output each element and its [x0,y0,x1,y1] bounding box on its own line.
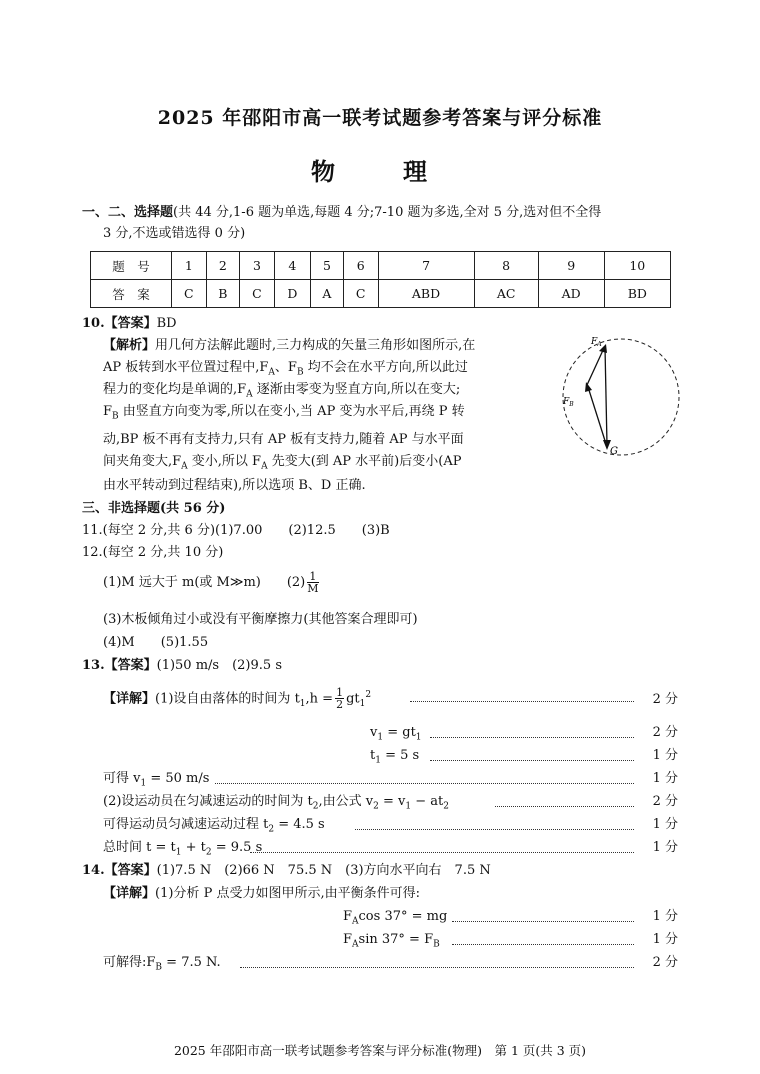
q13-answer-label: 13.【答案】 [82,658,157,673]
score: 1 分 [652,771,678,786]
text: F [343,909,353,924]
subscript: 1 [299,698,306,709]
subscript: 2 [373,801,379,812]
section1-line1 [82,203,601,223]
q14-answer-value: (1)7.5 N (2)66 N 75.5 N (3)方向水平向右 7.5 N [156,863,491,878]
text: F [103,404,113,419]
superscript: 2 [365,690,372,700]
section1-desc1: (共 44 分,1-6 题为单选,每题 4 分;7-10 题为多选,全对 5 分,选对但不全得 [173,205,602,220]
text: 可得 v [103,771,141,786]
q14-eq2 [343,930,440,955]
subscript: 1 [415,732,422,743]
subscript: 1 [140,778,147,789]
q14-eq1 [343,907,447,932]
subscript: A [268,367,275,378]
gravity-vector [605,347,607,445]
leader-dots [430,760,634,761]
table-cell: 2 [206,252,239,280]
numerator: 1 [336,686,344,700]
q12-heading: 12.(每空 2 分,共 10 分) [82,545,224,560]
arrow-head [585,382,592,392]
q13-result3 [103,838,262,863]
subscript: A [261,461,268,472]
subscript: 2 [268,824,275,835]
leader-dots [410,701,634,702]
text: = 4.5 s [274,817,325,832]
text: ,h = [305,691,334,707]
fraction [307,571,318,594]
subject-title: 物 理 [311,157,449,186]
score: 1 分 [652,748,678,763]
text: 由竖直方向变为零,所以在变小,当 AP 变为水平后,再绕 P 转 [118,404,465,419]
table-cell: ABD [378,280,474,308]
table-cell: BD [604,280,670,308]
table-cell: 6 [343,252,378,280]
subscript: B [112,411,119,422]
subscript: B [433,939,440,950]
q13-detail-line2 [103,792,449,817]
text: 可解得:F [103,955,156,970]
subscript: 1 [175,847,182,858]
leader-dots [495,806,634,807]
denominator: M [307,582,319,595]
table-cell: 5 [310,252,343,280]
section1-desc2: 3 分,不选或错选得 0 分) [103,226,246,241]
score: 2 分 [652,794,678,809]
subscript: A [352,916,359,927]
q13-detail-label: 【详解】 [103,691,156,707]
text: + t [181,840,206,855]
section1-heading: 一、二、选择题 [82,205,174,220]
q10-answer-value: BD [156,316,177,331]
text: cos 37° = mg [358,909,448,924]
q13-eq-t1 [370,746,419,771]
text: (1)分析 P 点受力如图甲所示,由平衡条件可得: [155,886,420,901]
q10-analysis-line1 [103,336,475,356]
table-cell: 8 [474,252,538,280]
q14-answer-label: 14.【答案】 [82,863,157,878]
q10-analysis-line7: 由水平转动到过程结束),所以选项 B、D 正确. [103,478,366,493]
text: ,由公式 v [318,794,374,809]
text: 用几何方法解此题时,三力构成的矢量三角形如图所示,在 [155,338,476,353]
table-cell: AD [538,280,604,308]
q13-result2 [103,815,325,840]
text: = 5 s [380,748,420,763]
subscript: 2 [443,801,449,812]
subscript: 1 [377,732,384,743]
dashed-circle [563,339,679,455]
leader-dots [452,944,634,945]
fb-label: $F_B$ [563,397,574,408]
subscript: A [181,461,188,472]
section3-heading: 三、非选择题(共 56 分) [82,501,226,516]
table-cell: C [172,280,207,308]
q12-part4: (4)M (5)1.55 [103,635,209,650]
numerator: 1 [307,571,318,583]
text: 总时间 t = t [103,840,176,855]
table-cell: C [240,280,275,308]
vector-triangle-figure [558,330,688,465]
score: 2 分 [652,725,678,740]
leader-dots [215,783,634,784]
subscript: A [246,389,253,400]
text: (2)设运动员在匀减速运动的时间为 t [103,794,313,809]
q13-answer [82,656,282,676]
table-cell: 9 [538,252,604,280]
page-footer: 2025 年邵阳市高一联考试题参考答案与评分标准(物理) 第 1 页(共 3 页) [173,1043,587,1058]
subscript: B [296,367,304,378]
q12-part1 [103,568,321,598]
fb-vector [588,387,607,447]
fraction [335,687,344,710]
text: 先变大(到 AP 水平前)后变小(AP [267,454,462,469]
q14-result [103,953,221,978]
q10-analysis-line6 [103,452,461,477]
text: 间夹角变大,F [103,454,182,469]
fa-label: $F_A$ [591,337,602,348]
score: 2 分 [652,955,678,970]
table-cell: A [310,280,343,308]
text: F [343,932,353,947]
q13-detail-line1 [103,680,371,719]
q11-line: 11.(每空 2 分,共 6 分)(1)7.00 (2)12.5 (3)B [82,523,390,538]
table-cell: 4 [274,252,310,280]
text: gt [346,691,360,707]
table-cell: 1 [172,252,207,280]
leader-dots [250,852,634,853]
text: − at [411,794,444,809]
text: 、F [274,360,297,375]
q10-analysis-label: 【解析】 [103,338,156,353]
text: = 7.5 N. [162,955,221,970]
q13-result1 [103,769,209,794]
q10-analysis-line2 [103,358,468,383]
subscript: 1 [359,698,366,709]
leader-dots [452,921,634,922]
q10-answer [82,314,177,334]
q14-detail-label: 【详解】 [103,886,156,901]
subscript: 2 [312,801,319,812]
subscript: A [352,939,359,950]
answer-table [90,251,671,308]
table-cell: 3 [240,252,275,280]
leader-dots [355,829,634,830]
text: = gt [383,725,416,740]
q10-answer-label: 10.【答案】 [82,316,157,331]
text: 逐渐由零变为竖直方向,所以在变大; [252,382,461,397]
table-cell: B [206,280,239,308]
q13-eq-v1 [370,723,422,748]
table-cell: C [343,280,378,308]
table-cell: 10 [604,252,670,280]
text: 均不会在水平方向,所以此过 [303,360,468,375]
text: = v [378,794,406,809]
text: 可得运动员匀减速运动过程 t [103,817,269,832]
score: 1 分 [652,840,678,855]
subscript: 1 [405,801,412,812]
text: 变小,所以 F [187,454,262,469]
subscript: 1 [375,755,381,766]
text: = 50 m/s [146,771,210,786]
fa-vector [587,348,604,385]
table-row-question [91,252,671,280]
table-cell: AC [474,280,538,308]
leader-dots [430,737,634,738]
document-title: 2025 年邵阳市高一联考试题参考答案与评分标准 [157,107,603,129]
table-cell: 题 号 [91,252,172,280]
table-cell: 答 案 [91,280,172,308]
g-label: G [610,446,618,457]
table-row-answer [91,280,671,308]
q10-analysis-line3 [103,380,460,405]
q13-answer-value: (1)50 m/s (2)9.5 s [156,658,282,673]
score: 1 分 [652,932,678,947]
table-cell: 7 [378,252,474,280]
text: (1)M 远大于 m(或 M≫m) (2) [103,575,306,590]
subscript: B [155,962,163,973]
denominator: 2 [336,698,344,712]
leader-dots [240,967,634,968]
text: v [370,725,378,740]
q10-analysis-line4 [103,402,465,427]
text: (1)设自由落体的时间为 t [155,691,300,707]
q14-detail-line1 [103,884,420,904]
text: AP 板转到水平位置过程中,F [103,360,269,375]
text: t [370,748,376,763]
score: 2 分 [652,692,678,707]
subscript: 2 [205,847,212,858]
q12-part3: (3)木板倾角过小或没有平衡摩擦力(其他答案合理即可) [103,612,418,627]
q10-analysis-line5: 动,BP 板不再有支持力,只有 AP 板有支持力,随着 AP 与水平面 [103,432,464,447]
score: 1 分 [652,817,678,832]
text: sin 37° = F [358,932,434,947]
text: = 9.5 s [211,840,263,855]
text: 程力的变化均是单调的,F [103,382,247,397]
table-cell: D [274,280,310,308]
q14-answer [82,861,491,881]
score: 1 分 [652,909,678,924]
